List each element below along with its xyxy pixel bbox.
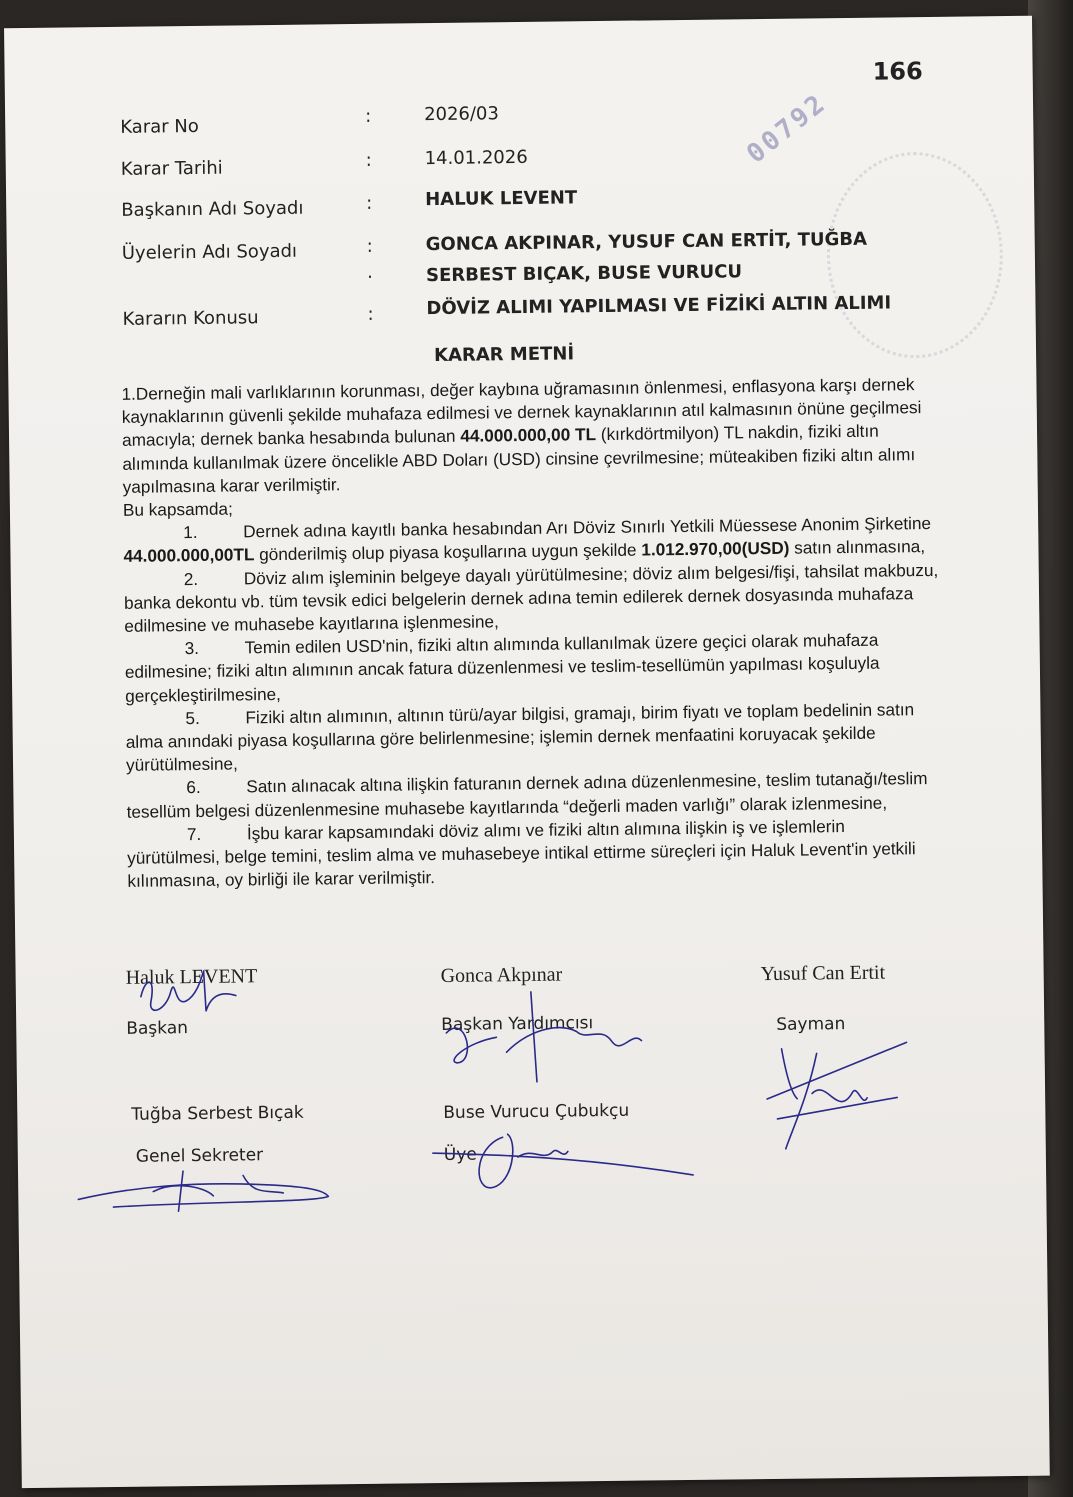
item-number: 3. — [184, 638, 200, 659]
signatory-role-secretary: Genel Sekreter — [135, 1145, 264, 1167]
item-number: 6. — [186, 777, 201, 798]
scope-label: Bu kapsamda; — [122, 498, 233, 520]
item-text: gönderilmiş olup piyasa koşullarına uygun şekilde — [254, 539, 642, 565]
intro-text-end: (kırkdörtmilyon) TL nakdin, fiziki altın alımında kullanılmak üzere öncelikle ABD Doları (USD) cinsine çevrilmesine; müteakiben fiziki altın alımı yapılmasına karar verilmiştir. — [122, 421, 916, 497]
intro-amount: 44.000.000,00 TL — [460, 424, 597, 447]
item-text: Döviz alım işleminin belgeye dayalı yürütülmesine; döviz alım belgesi/fişi, tahsilat makbuzu, banka dekontu vb. tüm tevsik edici belgelerin dernek adına temin edilerek dernek dosyasında muhafaza edilmesine ve muhasebe kayıtlarına işlenmesine, — [123, 559, 939, 636]
president-value: HALUK LEVENT — [425, 187, 578, 211]
header-decision-date — [6, 138, 1006, 180]
list-item — [124, 559, 940, 639]
members-value-line1: GONCA AKPINAR, YUSUF CAN ERTİT, TUĞBA — [425, 228, 868, 256]
signature-secretary — [73, 1154, 344, 1217]
subject-colon: : — [367, 303, 374, 325]
decision-no-colon: : — [365, 105, 372, 127]
decision-date-colon: : — [365, 149, 372, 171]
item-number: 7. — [186, 823, 202, 844]
list-item — [125, 698, 941, 778]
decision-no-label: Karar No — [120, 115, 199, 138]
page-number: 166 — [872, 57, 923, 86]
signature-treasurer — [756, 1037, 917, 1159]
subject-value: DÖVİZ ALIMI YAPILMASI VE FİZİKİ ALTIN ALIMI — [426, 292, 892, 320]
item-text: Temin edilen USD'nin, fiziki altın alımında kullanılmak üzere geçici olarak muhafaza edilmesine; fiziki altın alımının ancak fatura düzenlenmesi ve teslim-tesellümün yapılması koşuluyla gerçekleştirilmesine, — [124, 629, 880, 706]
subject-label: Kararın Konusu — [122, 307, 259, 330]
president-label: Başkanın Adı Soyadı — [121, 197, 304, 221]
header-subject — [7, 292, 1007, 330]
document-page — [4, 16, 1050, 1488]
signature-vice-president — [436, 980, 657, 1093]
item-amount-usd: 1.012.970,00(USD) — [641, 538, 790, 560]
signature-president — [125, 955, 266, 1037]
item-text: satın alınmasına, — [789, 536, 926, 559]
signatory-name-vice-president: Gonca Akpınar — [440, 963, 563, 988]
item-text: Dernek adına kayıtlı banka hesabından Arı Döviz Sınırlı Yetkili Müessese Anonim Şirketine — [243, 513, 932, 542]
signatory-role-treasurer: Sayman — [776, 1014, 846, 1035]
item-text: İşbu karar kapsamındaki döviz alımı ve fiziki altın alımına ilişkin iş ve işlemlerin yürütülmesi, belge temini, teslim alma ve muhasebeye intikal ettirme süreçleri için Haluk Levent'in yetkili kılınmasına, oy birliği ile karar verilmiştir. — [127, 815, 916, 892]
list-item — [127, 814, 943, 894]
decision-title: KARAR METNİ — [433, 343, 575, 367]
intro-text-start: 1.Derneğin mali varlıklarının korunması, değer kaybına uğramasının önlenmesi, enflasyona karşı dernek kaynaklarının güvenli şekilde muhafaza edilmesi ve dernek kaynaklarının atıl kalmasının önüne geçilmesi amacıyla; dernek banka hesabında bulunan — [121, 374, 922, 451]
item-text: Satın alınacak altına ilişkin faturanın dernek adına düzenlenmesine, teslim tutanağı/teslim tesellüm belgesi düzenlenmesine muhasebe kayıtlarında “değerli maden varlığı” olarak izlenmesine, — [126, 768, 928, 822]
list-item — [124, 628, 940, 708]
signatory-name-secretary: Tuğba Serbest Bıçak — [131, 1102, 304, 1125]
signature-member — [427, 1120, 698, 1203]
members-value-line2: SERBEST BIÇAK, BUSE VURUCU — [425, 261, 743, 287]
item-number: 5. — [185, 707, 200, 728]
decision-date-value: 14.01.2026 — [424, 146, 528, 170]
members-colon: : — [366, 235, 373, 257]
registration-stamp: 00792 — [741, 87, 833, 170]
header-members — [7, 224, 1007, 287]
decision-date-label: Karar Tarihi — [120, 157, 223, 180]
signatory-role-vice-president: Başkan Yardımcısı — [441, 1013, 594, 1036]
signatory-name-member: Buse Vurucu Çubukçu — [443, 1100, 630, 1123]
item-text: Fiziki altın alımının, altının türü/ayar bilgisi, gramajı, birim fiyatı ve toplam bedelinin satın alma anındaki piyasa koşullarına göre belirlenmesine; işlemin dernek menfaatini koruyacak şekilde yürütülmesine, — [125, 699, 915, 776]
signatory-name-president: Haluk LEVENT — [125, 965, 258, 989]
signatory-name-treasurer: Yusuf Can Ertit — [760, 961, 886, 986]
decision-no-value: 2026/03 — [423, 103, 500, 126]
item-number: 1. — [183, 522, 198, 543]
item-amount-tl: 44.000.000,00TL — [123, 544, 255, 567]
decision-body — [121, 373, 942, 893]
intro-paragraph — [121, 373, 937, 499]
members-label: Üyelerin Adı Soyadı — [121, 240, 298, 264]
signatory-role-member: Üye — [443, 1144, 477, 1165]
item-number: 2. — [183, 568, 199, 589]
header-president — [6, 181, 1006, 221]
signatory-role-president: Başkan — [126, 1018, 189, 1039]
members-colon-secondary: . — [366, 261, 373, 283]
president-colon: : — [366, 192, 373, 214]
